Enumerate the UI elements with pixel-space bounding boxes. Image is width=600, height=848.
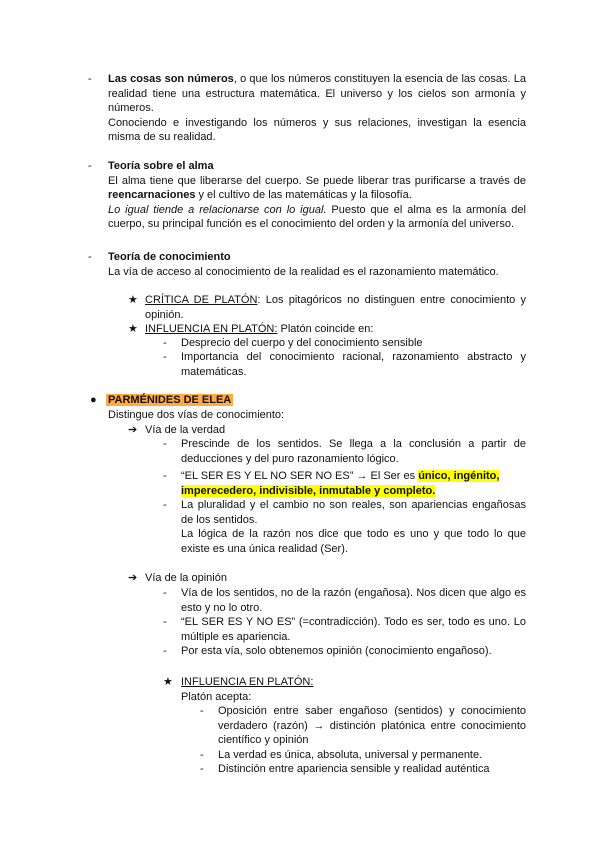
paragraph-text: Conociendo e investigando los números y sus relaciones, investigan la esencia misma de su realidad.: [108, 116, 526, 143]
arrow-icon: ➔: [128, 572, 138, 584]
section-conocimiento: [108, 250, 526, 279]
bullet-dash: -: [200, 749, 204, 761]
list-item: [181, 498, 526, 556]
paragraph-text: La lógica de la razón nos dice que todo es uno y que todo lo que existe es una única realidad (Ser).: [181, 528, 526, 555]
parmenides-intro: Distingue dos vías de conocimiento:: [108, 409, 285, 421]
list-item: Distinción entre apariencia sensible y realidad auténtica: [218, 763, 490, 775]
list-item: Importancia del conocimiento racional, razonamiento abstracto y matemáticas.: [181, 351, 526, 378]
paragraph-text: : Los pitagóricos no distinguen entre conocimiento y opinión.: [145, 294, 527, 321]
bold-term: reencarnaciones: [108, 189, 196, 201]
parmenides-heading: [106, 393, 233, 408]
bullet-dash: -: [88, 73, 92, 85]
bold-term: Las cosas son números: [108, 73, 234, 85]
heading-text: PARMÉNIDES DE ELEA: [108, 394, 232, 406]
paragraph-text: La pluralidad y el cambio no son reales, son apariencias engañosas de los sentidos.: [181, 499, 526, 526]
underlined-label: INFLUENCIA EN PLATÓN:: [181, 676, 314, 688]
section-title: Teoría de conocimiento: [108, 251, 231, 263]
underlined-label: INFLUENCIA EN PLATÓN:: [145, 323, 278, 335]
list-item: Desprecio del cuerpo y del conocimiento sensible: [181, 337, 423, 349]
star-icon: ★: [128, 294, 138, 306]
list-item: Oposición entre saber engañoso (sentidos) y conocimiento verdadero (razón) → distinción platónica entre conocimiento científico y opinión: [218, 705, 526, 746]
list-item-ser: [181, 469, 529, 498]
paragraph-text: El alma tiene que liberarse del cuerpo. Se puede liberar tras purificarse a través de: [108, 174, 526, 187]
via-verdad: Vía de la verdad: [145, 424, 226, 436]
star-icon: ★: [163, 676, 173, 688]
bullet-dash: -: [163, 470, 167, 482]
influencia-platon: [145, 322, 526, 337]
list-item: Por esta vía, solo obtenemos opinión (conocimiento engañoso).: [181, 645, 492, 657]
bullet-dash: -: [163, 351, 167, 363]
paragraph-text: La vía de acceso al conocimiento de la realidad es el razonamiento matemático.: [108, 265, 499, 278]
highlighted-text: único, ingénito, imperecedero, indivisible, inmutable y completo.: [181, 470, 500, 497]
arrow-icon: ➔: [128, 424, 138, 436]
influencia-platon-2: [181, 675, 313, 704]
bullet-dash: -: [163, 645, 167, 657]
paragraph-text: , o que los números constituyen la esencia de las cosas. La realidad tiene una estructura matemática. El universo y los cielos son armonía y números.: [108, 73, 527, 114]
critica-platon: [145, 293, 526, 322]
list-item: La verdad es única, absoluta, universal y permanente.: [218, 749, 483, 761]
paragraph-text: “EL SER ES Y EL NO SER NO ES” → El Ser es: [181, 470, 419, 482]
paragraph-text: Platón acepta:: [181, 690, 252, 703]
paragraph-text: Puesto que el alma es la armonía del cuerpo, su principal función es el conocimiento del orden y la armonía del universo.: [108, 203, 526, 230]
bullet-dash: -: [163, 337, 167, 349]
section-title: Teoría sobre el alma: [108, 160, 214, 172]
paragraph-text: y el cultivo de las matemáticas y la filosofía.: [195, 189, 412, 201]
bullet-dash: -: [163, 438, 167, 450]
star-icon: ★: [128, 323, 138, 335]
bullet-dash: -: [88, 251, 92, 263]
list-item: Vía de los sentidos, no de la razón (engañosa). Nos dicen que algo es esto y no lo otro.: [181, 587, 526, 614]
bullet-dash: -: [163, 587, 167, 599]
underlined-label: CRÍTICA DE PLATÓN: [145, 294, 258, 306]
section-numeros: [108, 72, 526, 145]
bullet-dash: -: [88, 160, 92, 172]
italic-quote: Lo igual tiende a relacionarse con lo igual.: [108, 203, 327, 216]
section-alma: [108, 159, 526, 232]
paragraph-text: Platón coincide en:: [277, 323, 374, 335]
bullet-dash: -: [163, 499, 167, 511]
bullet-dash: -: [200, 705, 204, 717]
bullet-dash: -: [163, 616, 167, 628]
via-opinion: Vía de la opinión: [145, 572, 227, 584]
list-item: “EL SER ES Y NO ES” (=contradicción). Todo es ser, todo es uno. Lo múltiple es apariencia.: [181, 616, 526, 643]
bullet-dot: ●: [90, 394, 97, 406]
bullet-dash: -: [200, 763, 204, 775]
list-item: Prescinde de los sentidos. Se llega a la conclusión a partir de deducciones y del puro razonamiento lógico.: [181, 438, 526, 465]
